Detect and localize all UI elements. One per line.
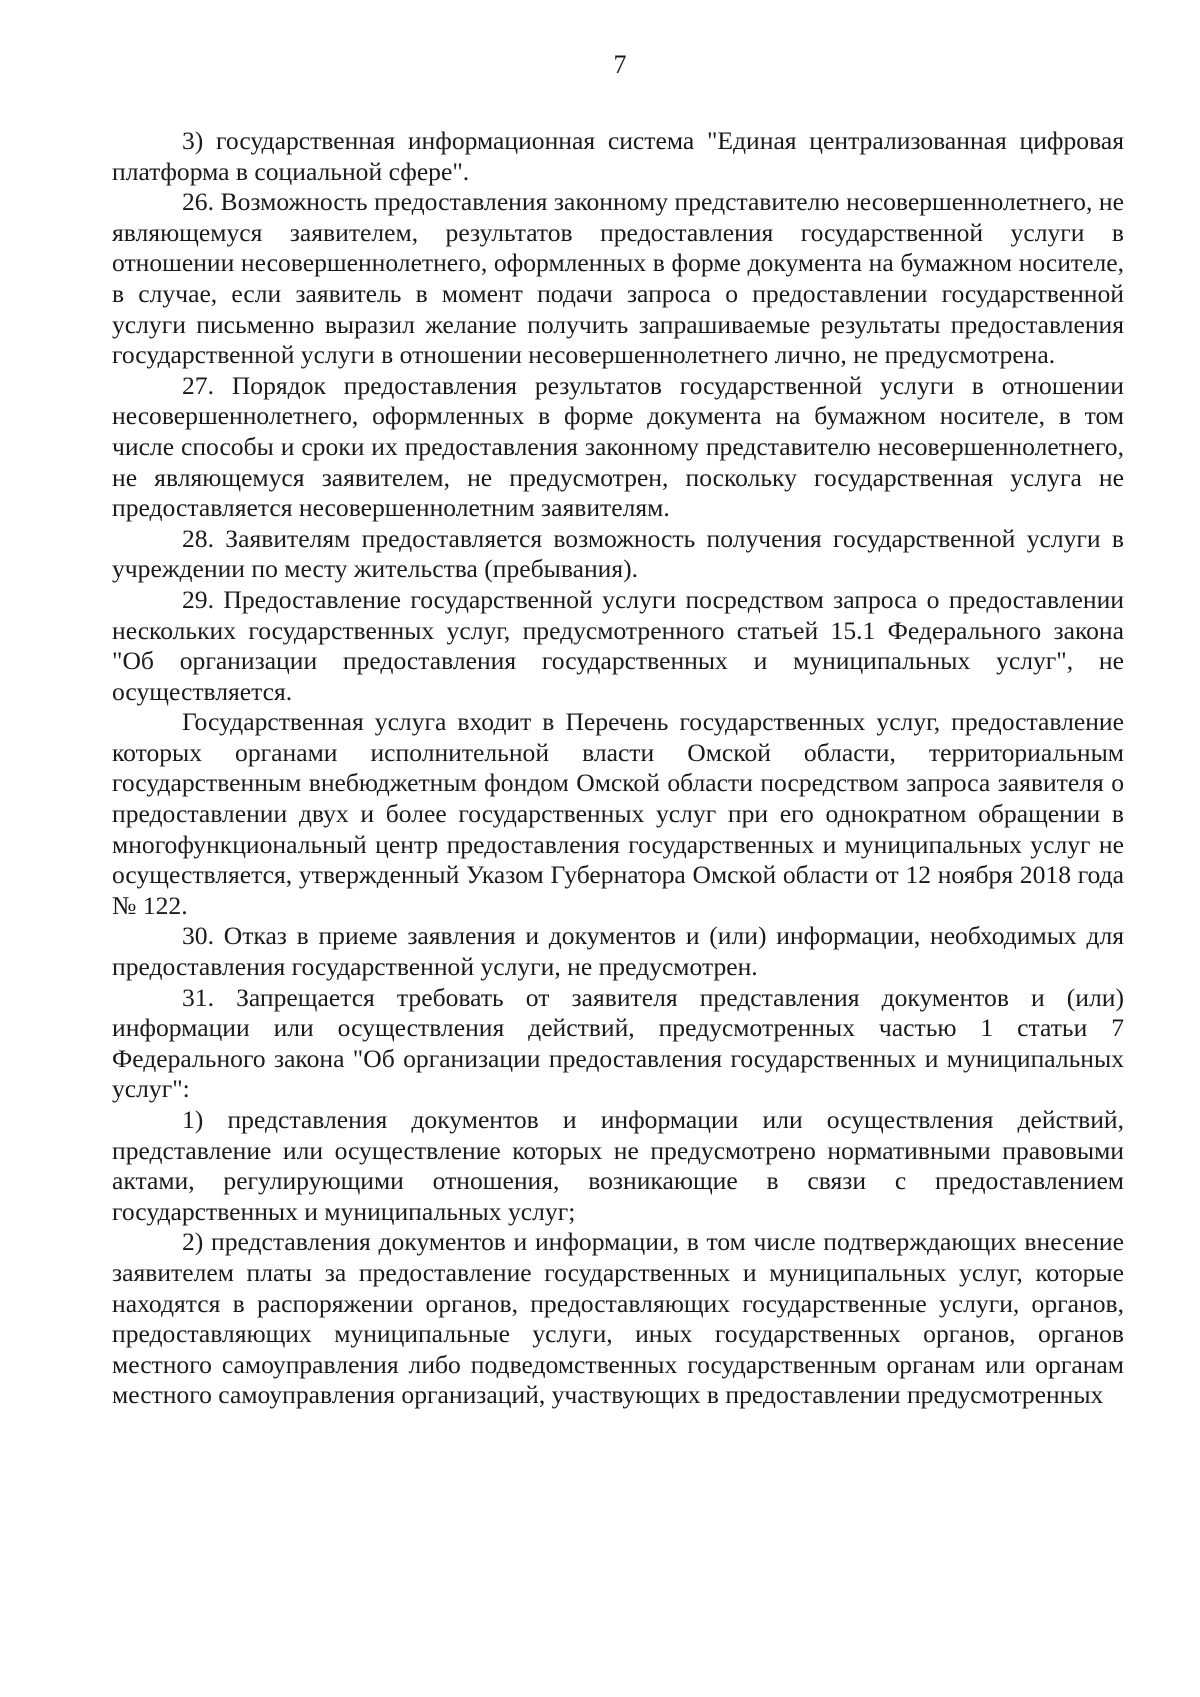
clause-27-paragraph: 27. Порядок предоставления результатов государственной услуги в отношении несовершеннолетнего, оформленных в форме документа на бумажном носителе, в том числе способы и сроки их предоставления законному представителю несовершеннолетнего, не являющемуся заявителем, не предусмотрен, поскольку государственная услуга не предоставляется несовершеннолетним заявителям. xyxy=(112,370,1124,523)
clause-29-continuation-paragraph: Государственная услуга входит в Перечень государственных услуг, предоставление которых органами исполнительной власти Омской области, территориальным государственным внебюджетным фондом Омской области посредством запроса заявителя о предоставлении двух и более государственных услуг при его однократном обращении в многофункциональный центр предоставления государственных и муниципальных услуг не осуществляется, утвержденный Указом Губернатора Омской области от 12 ноября 2018 года № 122. xyxy=(112,707,1124,920)
clause-31-paragraph: 31. Запрещается требовать от заявителя представления документов и (или) информации или осуществления действий, предусмотренных частью 1 статьи 7 Федерального закона "Об организации предоставления государственных и муниципальных услуг": xyxy=(112,982,1124,1104)
document-body xyxy=(112,126,1124,1411)
clause-28-paragraph: 28. Заявителям предоставляется возможность получения государственной услуги в учреждении по месту жительства (пребывания). xyxy=(112,523,1124,584)
clause-31-item-2-paragraph: 2) представления документов и информации, в том числе подтверждающих внесение заявителем платы за предоставление государственных и муниципальных услуг, которые находятся в распоряжении органов, предоставляющих государственные услуги, органов, предоставляющих муниципальные услуги, иных государственных органов, органов местного самоуправления либо подведомственных государственным органам или органам местного самоуправления организаций, участвующих в предоставлении предусмотренных xyxy=(112,1227,1124,1410)
clause-31-item-1-paragraph: 1) представления документов и информации или осуществления действий, представление или осуществление которых не предусмотрено нормативными правовыми актами, регулирующими отношения, возникающие в связи с предоставлением государственных и муниципальных услуг; xyxy=(112,1105,1124,1226)
clause-26-paragraph: 26. Возможность предоставления законному представителю несовершеннолетнего, не являющемуся заявителем, результатов предоставления государственной услуги в отношении несовершеннолетнего, оформленных в форме документа на бумажном носителе, в случае, если заявитель в момент подачи запроса о предоставлении государственной услуги письменно выразил желание получить запрашиваемые результаты предоставления государственной услуги в отношении несовершеннолетнего лично, не предусмотрена. xyxy=(112,187,1124,370)
page-number: 7 xyxy=(613,50,627,79)
item-3-paragraph: 3) государственная информационная система "Единая централизованная цифровая платформа в социальной сфере". xyxy=(112,126,1124,186)
clause-29-paragraph: 29. Предоставление государственной услуги посредством запроса о предоставлении нескольких государственных услуг, предусмотренного статьей 15.1 Федерального закона "Об организации предоставления государственных и муниципальных услуг", не осуществляется. xyxy=(112,584,1124,706)
clause-30-paragraph: 30. Отказ в приеме заявления и документов и (или) информации, необходимых для предоставления государственной услуги, не предусмотрен. xyxy=(112,921,1124,982)
